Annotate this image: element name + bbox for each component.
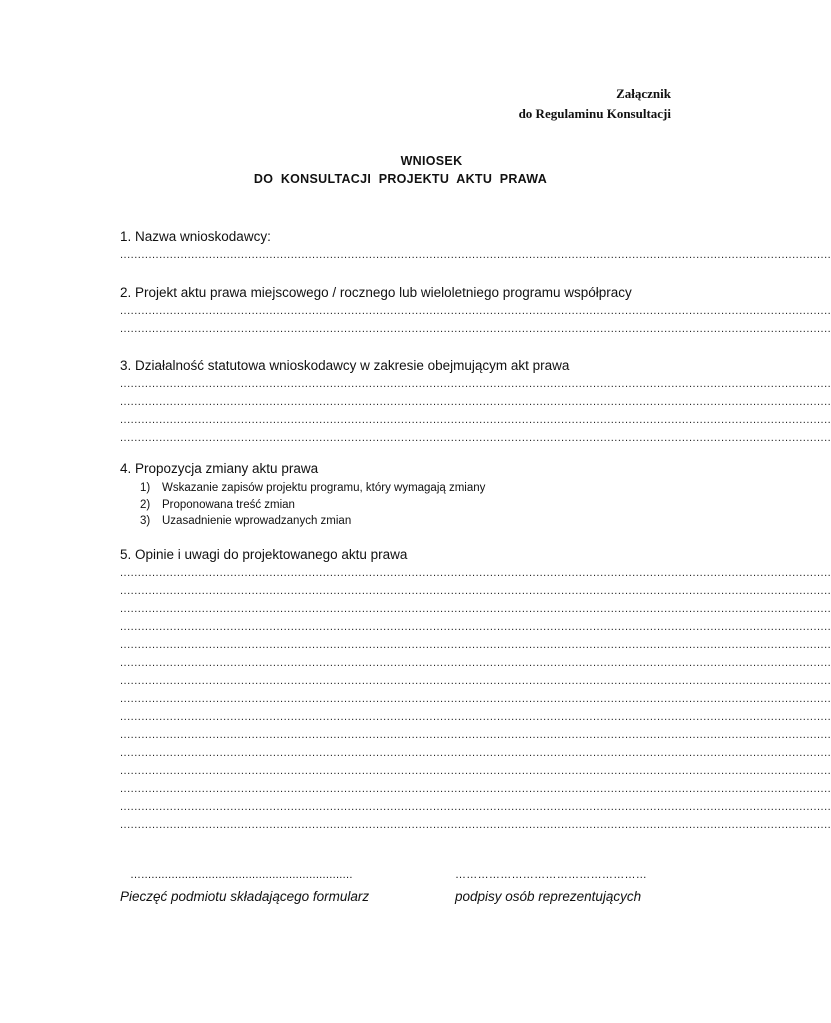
fill-in-line[interactable]: ........................................................................................................................................................................................................ xyxy=(120,801,831,813)
fill-in-line[interactable]: ........................................................................................................................................................................................................ xyxy=(120,603,831,615)
fill-in-line[interactable]: ........................................................................................................................................................................................................ xyxy=(120,711,831,723)
fill-in-line[interactable]: ........................................................................................................................................................................................................ xyxy=(120,729,831,741)
form-title-line-2: DO KONSULTACJI PROJEKTU AKTU PRAWA xyxy=(253,172,548,186)
fill-in-line[interactable]: ........................................................................................................................................................................................................ xyxy=(120,765,831,777)
section-heading: 3. Działalność statutowa wnioskodawcy w zakresie obejmującym akt prawa xyxy=(120,358,570,373)
fill-in-line[interactable]: ........................................................................................................................................................................................................ xyxy=(120,323,831,335)
signature-block xyxy=(455,866,670,906)
list-item-number: 1) xyxy=(140,482,151,494)
signature-area xyxy=(120,866,672,916)
list-item xyxy=(120,513,672,530)
fill-in-line[interactable]: ........................................................................................................................................................................................................ xyxy=(120,693,831,705)
section-heading: 5. Opinie i uwagi do projektowanego aktu prawa xyxy=(120,547,408,562)
fill-in-line[interactable]: ........................................................................................................................................................................................................ xyxy=(120,432,831,444)
attachment-subtitle: do Regulaminu Konsultacji xyxy=(518,106,671,121)
fill-in-line[interactable]: ........................................................................................................................................................................................................ xyxy=(120,621,831,633)
section-change-proposal xyxy=(120,460,672,530)
list-item xyxy=(120,497,672,514)
fill-in-line[interactable]: ........................................................................................................................................................................................................ xyxy=(120,378,831,390)
fill-in-line[interactable]: ........................................................................................................................................................................................................ xyxy=(120,396,831,408)
section-statutory-activity xyxy=(120,357,831,447)
fill-in-line[interactable]: ........................................................................................................................................................................................................ xyxy=(120,675,831,687)
fill-in-line[interactable]: ........................................................................................................................................................................................................ xyxy=(120,585,831,597)
fill-in-line[interactable]: ........................................................................................................................................................................................................ xyxy=(120,639,831,651)
section-heading: 1. Nazwa wnioskodawcy: xyxy=(120,229,271,244)
list-item-number: 2) xyxy=(140,498,151,511)
section-heading: 4. Propozycja zmiany aktu prawa xyxy=(120,461,319,476)
form-title-line-1: WNIOSEK xyxy=(400,154,463,168)
list-item-text: Proponowana treść zmian xyxy=(162,498,295,511)
stamp-block xyxy=(120,866,369,906)
signature-label: podpisy osób reprezentujących xyxy=(455,889,642,904)
section-opinions xyxy=(120,546,831,834)
attachment-note xyxy=(519,84,671,124)
fill-in-line[interactable]: ........................................................................................................................................................................................................ xyxy=(120,819,831,831)
change-proposal-list xyxy=(120,480,672,530)
list-item-number: 3) xyxy=(140,515,151,527)
list-item-text: Uzasadnienie wprowadzanych zmian xyxy=(162,515,352,527)
fill-in-line[interactable]: ........................................................................................................................................................................................................ xyxy=(120,414,831,426)
stamp-label: Pieczęć podmiotu składającego formularz xyxy=(120,889,370,904)
fill-in-line[interactable]: ........................................................................................................................................................................................................ xyxy=(120,567,831,579)
list-item-text: Wskazanie zapisów projektu programu, który wymagają zmiany xyxy=(162,482,486,494)
section-legal-act-project xyxy=(120,284,831,338)
signature-line[interactable]: …………………………………………… xyxy=(455,869,648,881)
section-heading: 2. Projekt aktu prawa miejscowego / rocznego lub wieloletniego programu współpracy xyxy=(120,285,632,300)
attachment-title: Załącznik xyxy=(616,86,671,101)
section-applicant-name xyxy=(120,228,831,264)
fill-in-line[interactable]: ........................................................................................................................................................................................................ xyxy=(120,783,831,795)
form-title xyxy=(0,152,791,188)
fill-in-line[interactable]: ........................................................................................................................................................................................................ xyxy=(120,747,831,759)
fill-in-line[interactable]: ........................................................................................................................................................................................................ xyxy=(120,249,831,261)
stamp-line[interactable]: …............................................................... xyxy=(130,869,353,881)
fill-in-line[interactable]: ........................................................................................................................................................................................................ xyxy=(120,305,831,317)
fill-in-line[interactable]: ........................................................................................................................................................................................................ xyxy=(120,657,831,669)
list-item xyxy=(120,480,672,497)
